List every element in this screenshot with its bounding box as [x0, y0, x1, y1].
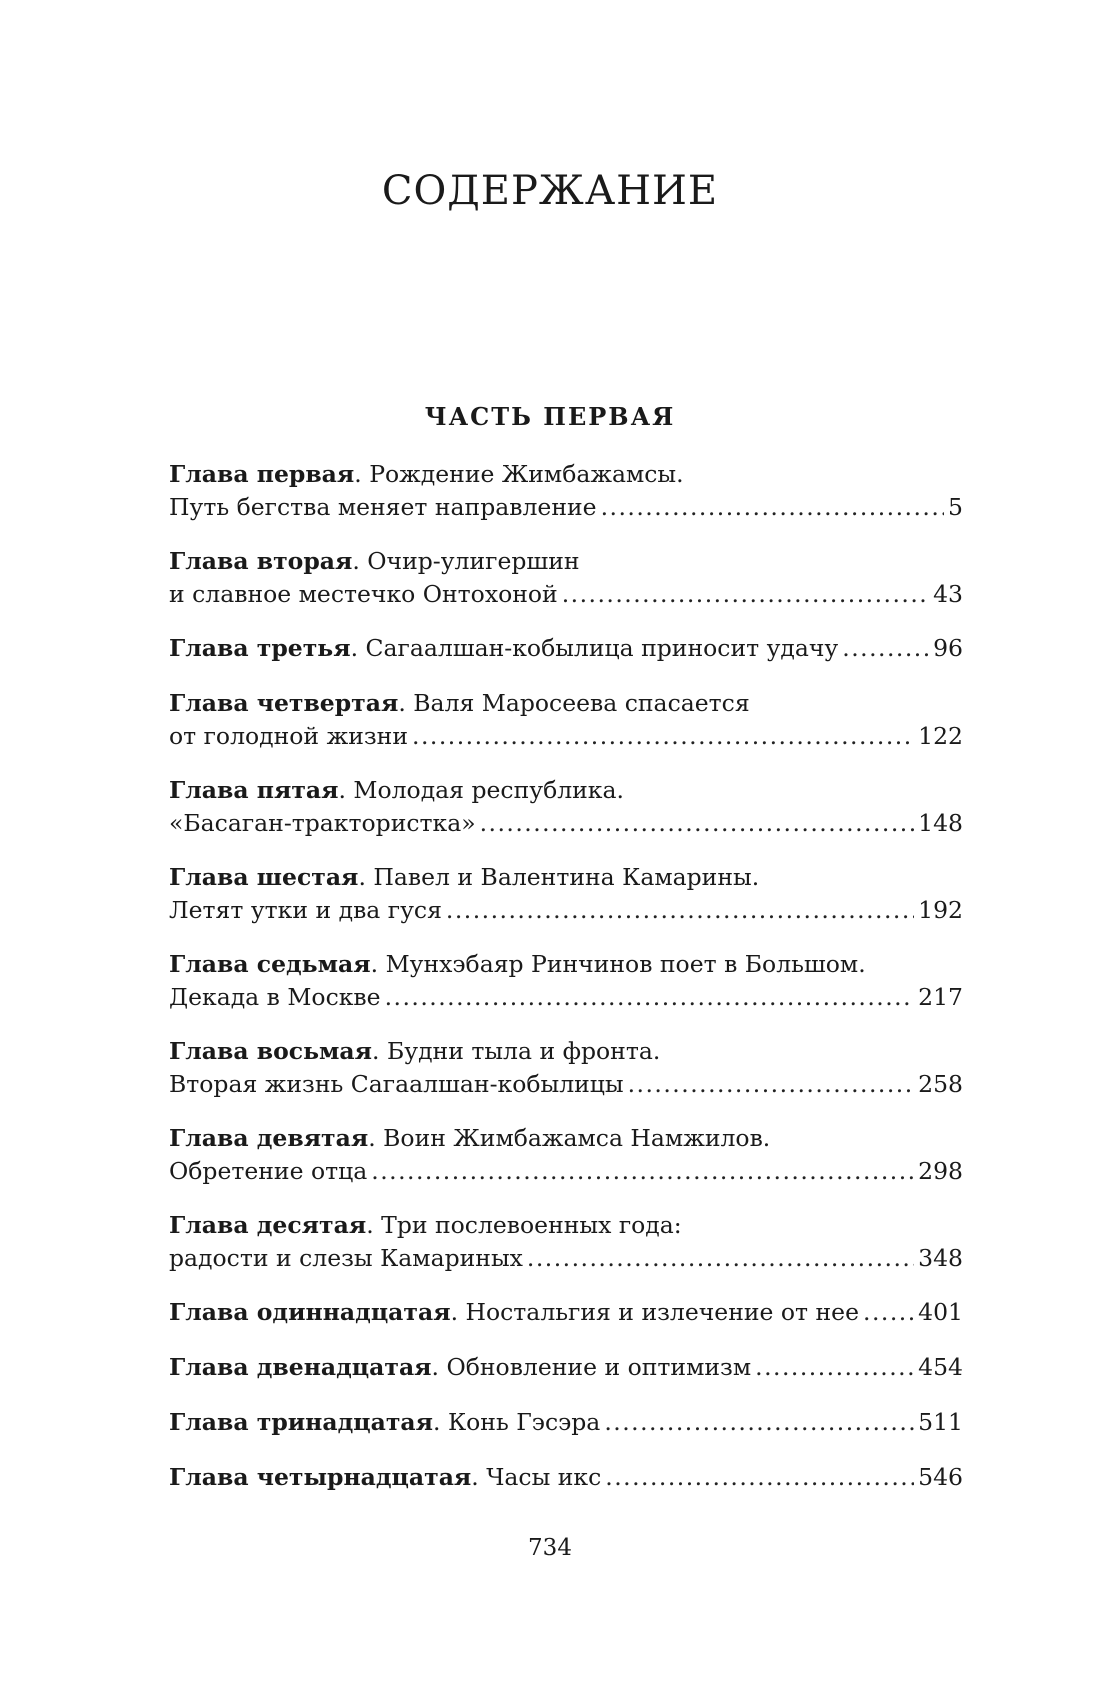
dot-leader	[628, 1068, 915, 1101]
chapter-label: Глава седьмая	[169, 950, 371, 978]
part-title: ЧАСТЬ ПЕРВАЯ	[424, 402, 676, 431]
toc-entry-first-line	[169, 687, 963, 720]
toc-entry-last-line	[169, 807, 963, 840]
chapter-title: . Три послевоенных года:	[366, 1211, 682, 1239]
chapter-label: Глава пятая	[169, 776, 339, 804]
chapter-title: . Валя Маросеева спасается	[398, 689, 750, 717]
chapter-label: Глава десятая	[169, 1211, 367, 1239]
toc-entry-last-line	[169, 1406, 963, 1439]
toc-entry-first-line	[169, 1209, 963, 1242]
chapter-label: Глава восьмая	[169, 1037, 373, 1065]
chapter-title: . Рождение Жимбажамсы.	[354, 460, 684, 488]
chapter-title-cont: и славное местечко Онтохоной	[169, 580, 558, 608]
chapter-label: Глава одиннадцатая	[169, 1298, 451, 1326]
toc-entry-last-line	[169, 1351, 963, 1384]
page-ref: 43	[933, 580, 963, 608]
toc-entry-last-line	[169, 720, 963, 753]
chapter-label: Глава первая	[169, 460, 355, 488]
toc-entry-first-line	[169, 545, 963, 578]
dot-leader	[842, 632, 929, 665]
toc-entry-last-line	[169, 1296, 963, 1329]
toc-entry-last-line	[169, 1155, 963, 1188]
page-ref: 454	[918, 1353, 963, 1381]
chapter-label: Глава четвертая	[169, 689, 399, 717]
chapter-title-cont: Вторая жизнь Сагаалшан-кобылицы	[169, 1070, 624, 1098]
toc-entry[interactable]	[169, 687, 963, 753]
toc-entry-last-line	[169, 1242, 963, 1275]
toc-entry[interactable]	[169, 1122, 963, 1188]
chapter-title: . Конь Гэсэра	[433, 1408, 601, 1436]
toc-entry[interactable]	[169, 774, 963, 840]
chapter-title-cont: Декада в Москве	[169, 983, 381, 1011]
chapter-label: Глава тринадцатая	[169, 1408, 434, 1436]
dot-leader	[863, 1296, 914, 1329]
page-ref: 192	[918, 896, 963, 924]
table-of-contents	[169, 458, 963, 1516]
toc-entry-last-line	[169, 1068, 963, 1101]
chapter-title: . Павел и Валентина Камарины.	[358, 863, 760, 891]
dot-leader	[446, 894, 914, 927]
page-ref: 122	[918, 722, 963, 750]
chapter-label: Глава третья	[169, 634, 351, 662]
toc-entry[interactable]	[169, 1461, 963, 1494]
toc-entry[interactable]	[169, 1296, 963, 1329]
toc-entry[interactable]	[169, 632, 963, 665]
chapter-title: . Молодая республика.	[338, 776, 624, 804]
toc-entry-last-line	[169, 578, 963, 611]
page-ref: 348	[918, 1244, 963, 1272]
dot-leader	[755, 1351, 914, 1384]
dot-leader	[604, 1406, 914, 1439]
chapter-title-cont: Летят утки и два гуся	[169, 896, 442, 924]
page-number: 734	[528, 1535, 572, 1561]
dot-leader	[385, 981, 915, 1014]
chapter-title-cont: от голодной жизни	[169, 722, 408, 750]
chapter-title: . Будни тыла и фронта.	[372, 1037, 661, 1065]
toc-entry-first-line	[169, 948, 963, 981]
toc-entry-last-line	[169, 894, 963, 927]
toc-entry-last-line	[169, 632, 963, 665]
chapter-title: . Мунхэбаяр Ринчинов поет в Большом.	[370, 950, 866, 978]
toc-entry[interactable]	[169, 1351, 963, 1384]
dot-leader	[480, 807, 915, 840]
toc-entry[interactable]	[169, 1035, 963, 1101]
toc-entry[interactable]	[169, 948, 963, 1014]
chapter-title-cont: радости и слезы Камариных	[169, 1244, 523, 1272]
chapter-title-cont: «Басаган-трактористка»	[169, 809, 476, 837]
page-ref: 217	[918, 983, 963, 1011]
toc-entry[interactable]	[169, 1406, 963, 1439]
toc-entry[interactable]	[169, 458, 963, 524]
chapter-title: . Очир-улигершин	[352, 547, 580, 575]
chapter-label: Глава двенадцатая	[169, 1353, 432, 1381]
page-ref: 298	[918, 1157, 963, 1185]
toc-entry-first-line	[169, 774, 963, 807]
chapter-label: Глава вторая	[169, 547, 353, 575]
page-ref: 96	[933, 634, 963, 662]
chapter-title: . Воин Жимбажамса Намжилов.	[368, 1124, 771, 1152]
chapter-label: Глава шестая	[169, 863, 359, 891]
toc-entry-last-line	[169, 491, 963, 524]
chapter-title-cont: Обретение отца	[169, 1157, 368, 1185]
chapter-title: . Ностальгия и излечение от нее	[450, 1298, 860, 1326]
page-ref: 5	[948, 493, 963, 521]
toc-entry-first-line	[169, 1035, 963, 1068]
chapter-label: Глава девятая	[169, 1124, 369, 1152]
chapter-title: . Часы икс	[471, 1463, 602, 1491]
page-ref: 511	[918, 1408, 963, 1436]
chapter-title: . Сагаалшан-кобылица приносит удачу	[350, 634, 839, 662]
toc-entry-first-line	[169, 458, 963, 491]
toc-entry-last-line	[169, 981, 963, 1014]
page-ref: 258	[918, 1070, 963, 1098]
chapter-label: Глава четырнадцатая	[169, 1463, 472, 1491]
page-ref: 148	[918, 809, 963, 837]
dot-leader	[527, 1242, 914, 1275]
dot-leader	[562, 578, 929, 611]
toc-entry[interactable]	[169, 861, 963, 927]
dot-leader	[605, 1461, 914, 1494]
dot-leader	[412, 720, 914, 753]
chapter-title-cont: Путь бегства меняет направление	[169, 493, 597, 521]
toc-entry[interactable]	[169, 545, 963, 611]
dot-leader	[601, 491, 944, 524]
dot-leader	[371, 1155, 914, 1188]
toc-entry-first-line	[169, 861, 963, 894]
chapter-title: . Обновление и оптимизм	[431, 1353, 752, 1381]
toc-entry-first-line	[169, 1122, 963, 1155]
page-ref: 401	[918, 1298, 963, 1326]
page-title: СОДЕРЖАНИЕ	[381, 168, 719, 214]
toc-entry-last-line	[169, 1461, 963, 1494]
toc-entry[interactable]	[169, 1209, 963, 1275]
page-ref: 546	[918, 1463, 963, 1491]
